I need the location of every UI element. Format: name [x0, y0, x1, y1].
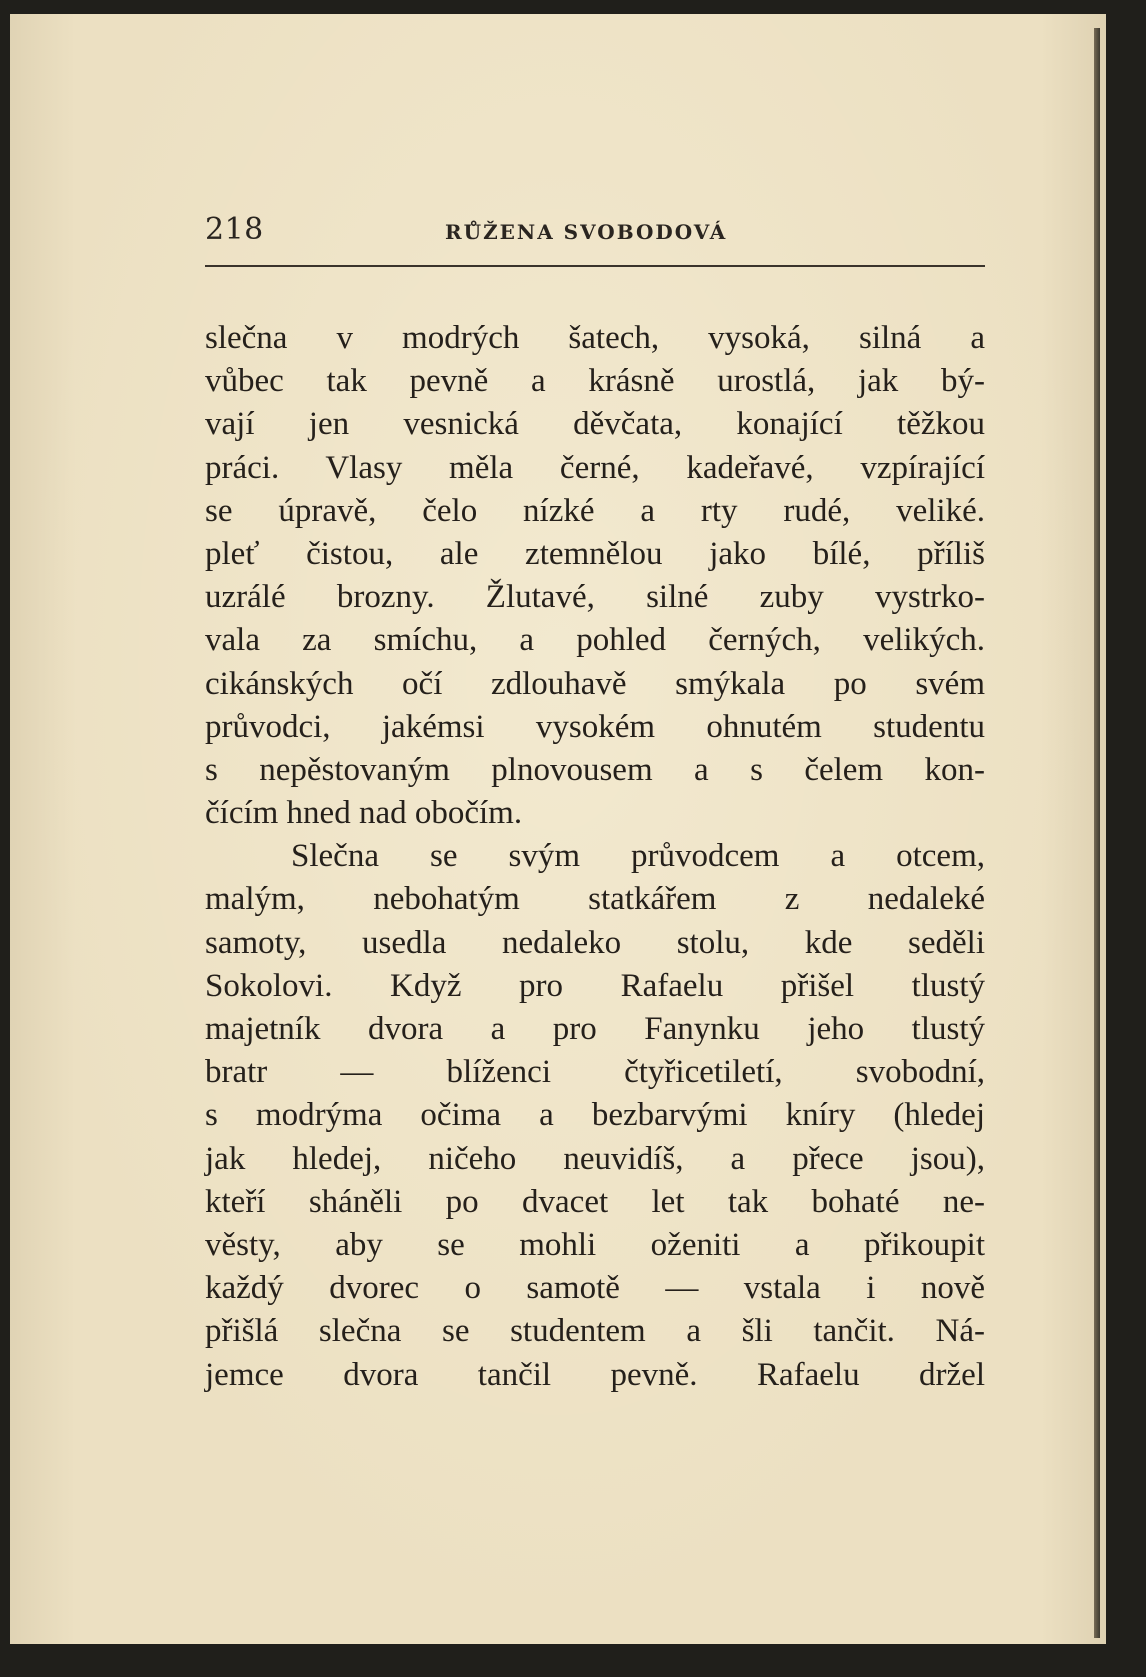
text-line: průvodci, jakémsi vysokém ohnutém studentu [205, 708, 985, 745]
text-line: bratr — blíženci čtyřicetiletí, svobodní, [205, 1054, 985, 1091]
text-line: uzrálé brozny. Žlutavé, silné zuby vystrko- [205, 579, 985, 616]
page-number: 218 [205, 212, 264, 247]
text-line: vala za smíchu, a pohled černých, velikých. [205, 622, 985, 659]
text-line: Sokolovi. Když pro Rafaelu přišel tlustý [205, 967, 985, 1004]
text-line: cikánských očí zdlouhavě smýkala po svém [205, 665, 985, 702]
body-text [205, 317, 985, 1397]
header-rule [205, 265, 985, 267]
text-line: pleť čistou, ale ztemnělou jako bílé, příliš [205, 535, 985, 572]
text-line: s nepěstovaným plnovousem a s čelem kon- [205, 751, 985, 788]
text-line: jemce dvora tančil pevně. Rafaelu držel [205, 1356, 985, 1393]
text-line: přišlá slečna se studentem a šli tančit. Ná- [205, 1313, 985, 1350]
text-line: vůbec tak pevně a krásně urostlá, jak bý- [205, 363, 985, 400]
text-line: samoty, usedla nedaleko stolu, kde seděli [205, 924, 985, 961]
page-header [205, 212, 985, 252]
page-edge-shadow [1094, 28, 1100, 1638]
text-line: vají jen vesnická děvčata, konající těžkou [205, 406, 985, 443]
text-line: majetník dvora a pro Fanynku jeho tlustý [205, 1011, 985, 1047]
paragraph-start-line: Slečna se svým průvodcem a otcem, [291, 838, 985, 875]
text-line: s modrýma očima a bezbarvými kníry (hledej [205, 1097, 985, 1134]
text-line: každý dvorec o samotě — vstala i nově [205, 1270, 985, 1307]
running-head: RŮŽENA SVOBODOVÁ [445, 220, 728, 244]
text-line: kteří sháněli po dvacet let tak bohaté ne- [205, 1183, 985, 1220]
text-line: slečna v modrých šatech, vysoká, silná a [205, 320, 985, 356]
text-line: se úpravě, čelo nízké a rty rudé, veliké. [205, 492, 985, 529]
text-line: jak hledej, ničeho neuvidíš, a přece jsou), [205, 1140, 985, 1177]
text-line: práci. Vlasy měla černé, kadeřavé, vzpírající [205, 449, 985, 486]
text-line: věsty, aby se mohli oženiti a přikoupit [205, 1226, 985, 1263]
text-line: malým, nebohatým statkářem z nedaleké [205, 881, 985, 918]
paragraph-end-line: čícím hned nad obočím. [205, 795, 523, 832]
